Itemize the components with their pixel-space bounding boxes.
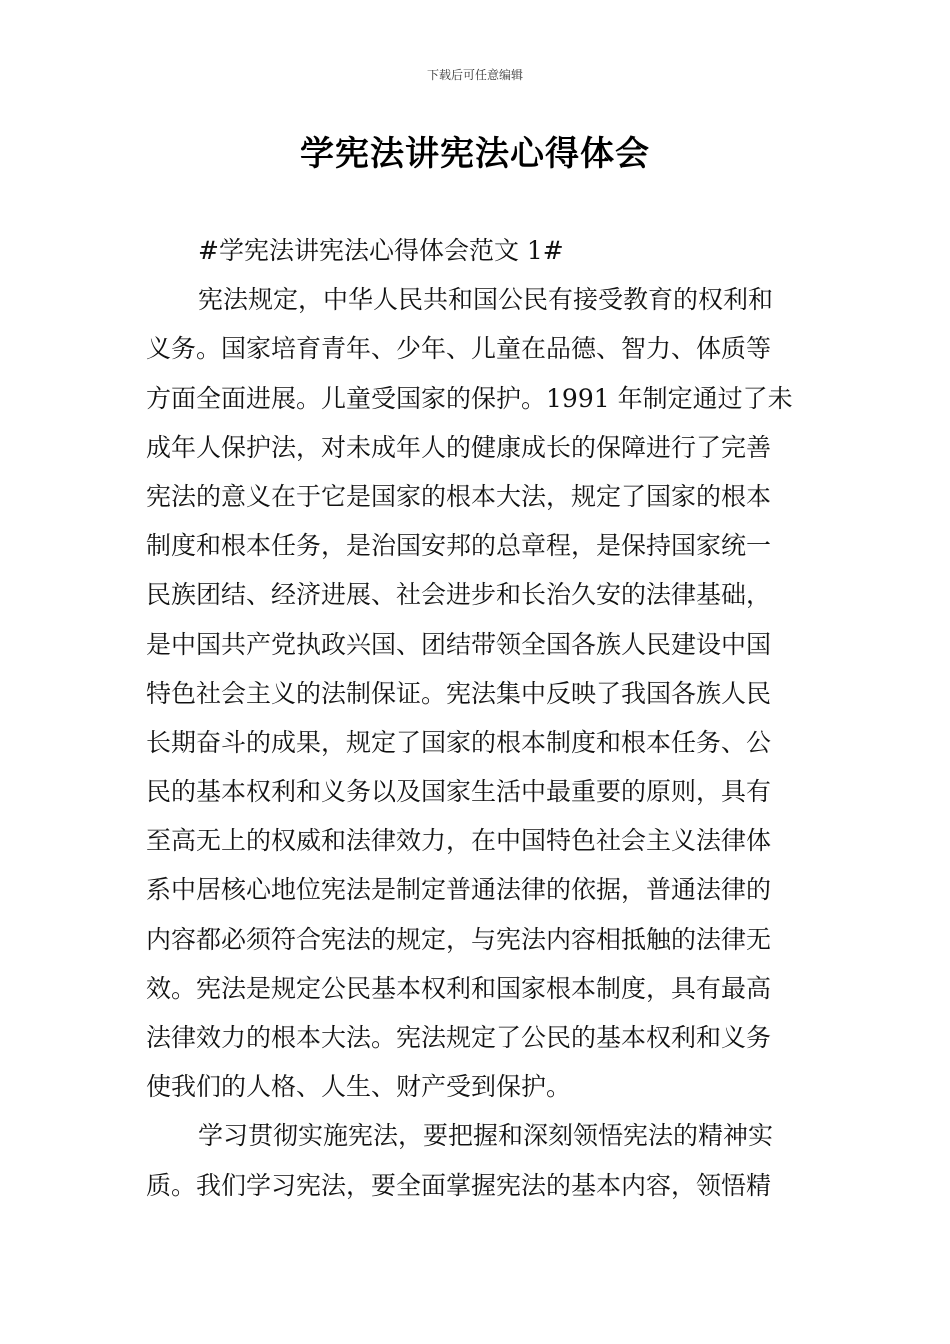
paragraph-line: 是中国共产党执政兴国、团结带领全国各族人民建设中国	[146, 629, 772, 659]
paragraph-line: 系中居核心地位宪法是制定普通法律的依据，普通法律的	[146, 875, 772, 905]
paragraph-line: 使我们的人格、人生、财产受到保护。	[146, 1072, 572, 1102]
paragraph-line: 制度和根本任务，是治国安邦的总章程，是保持国家统一	[146, 531, 772, 561]
paragraph-line: 质。我们学习宪法，要全面掌握宪法的基本内容，领悟精	[146, 1170, 772, 1200]
paragraph-line: 学习贯彻实施宪法，要把握和深刻领悟宪法的精神实	[198, 1121, 774, 1151]
paragraph-line: 法律效力的根本大法。宪法规定了公民的基本权利和义务	[146, 1023, 772, 1052]
paragraph-line: 宪法规定，中华人民共和国公民有接受教育的权利和	[198, 285, 774, 315]
paragraph-line: 宪法的意义在于它是国家的根本大法，规定了国家的根本	[146, 481, 772, 511]
paragraph-line: 至高无上的权威和法律效力，在中国特色社会主义法律体	[146, 826, 772, 856]
header-note: 下载后可任意编辑	[426, 68, 523, 82]
document-body	[146, 226, 808, 1210]
paragraph-line: 内容都必须符合宪法的规定，与宪法内容相抵触的法律无	[146, 924, 772, 954]
section-heading: #学宪法讲宪法心得体会范文 1#	[198, 236, 564, 265]
paragraph-line: 成年人保护法，对未成年人的健康成长的保障进行了完善	[146, 432, 772, 462]
paragraph-line: 特色社会主义的法制保证。宪法集中反映了我国各族人民	[146, 678, 772, 708]
paragraph-line: 义务。国家培育青年、少年、儿童在品德、智力、体质等	[146, 334, 772, 364]
paragraph-line: 效。宪法是规定公民基本权利和国家根本制度，具有最高	[146, 973, 772, 1003]
paragraph-line: 长期奋斗的成果，规定了国家的根本制度和根本任务、公	[146, 727, 772, 757]
document-title: 学宪法讲宪法心得体会	[300, 134, 650, 174]
paragraph-line: 民族团结、经济进展、社会进步和长治久安的法律基础，	[146, 580, 772, 610]
paragraph-line: 民的基本权利和义务以及国家生活中最重要的原则，具有	[146, 777, 772, 807]
paragraph-line: 方面全面进展。儿童受国家的保护。1991 年制定通过了未	[146, 383, 793, 413]
